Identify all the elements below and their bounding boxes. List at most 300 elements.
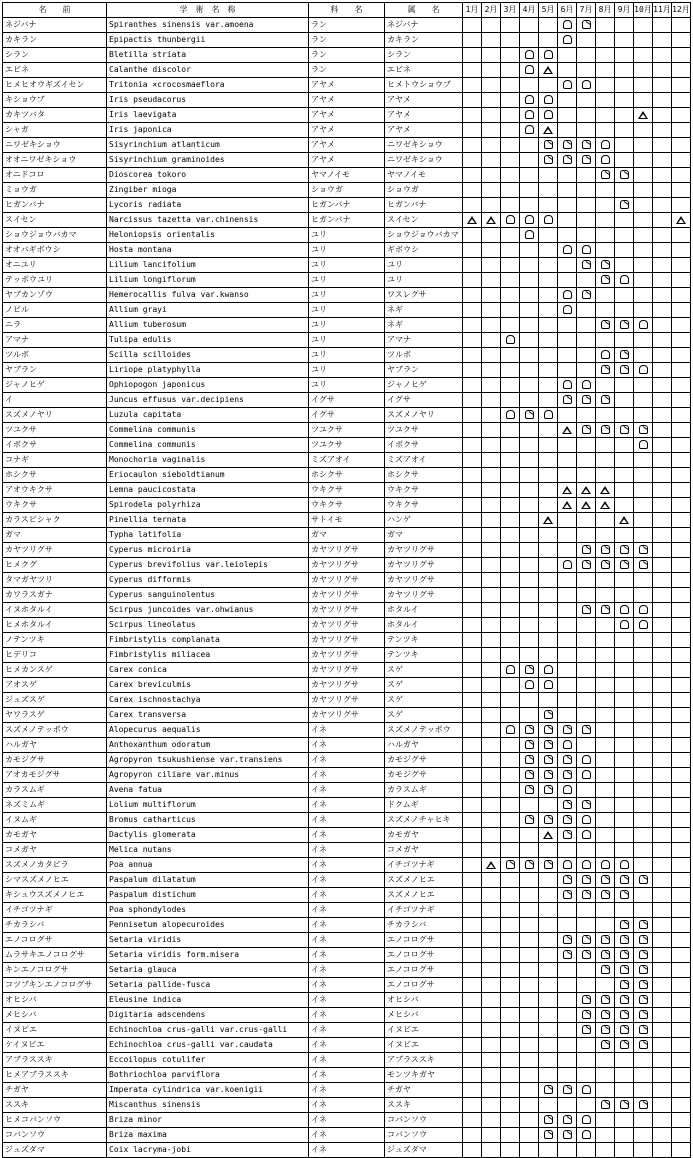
month-cell (634, 393, 653, 408)
month-cell (482, 333, 501, 348)
month-cell (501, 153, 520, 168)
month-cell (558, 633, 577, 648)
month-cell (653, 738, 672, 753)
month-cell (596, 993, 615, 1008)
table-row (3, 1113, 691, 1128)
double-circle-icon (563, 830, 572, 839)
table-row (3, 198, 691, 213)
genus-cell: テンツキ (385, 648, 463, 663)
month-cell (463, 873, 482, 888)
double-circle-icon (582, 425, 591, 434)
genus-cell: ワスレグサ (385, 288, 463, 303)
month-cell (501, 48, 520, 63)
scientific-name-cell: Lilium lancifolium (107, 258, 309, 273)
month-cell (615, 903, 634, 918)
month-cell (539, 828, 558, 843)
month-cell (463, 408, 482, 423)
month-cell (653, 63, 672, 78)
circle-icon (563, 290, 572, 299)
month-cell (558, 168, 577, 183)
month-cell (672, 993, 691, 1008)
month-cell (615, 513, 634, 528)
month-cell (577, 858, 596, 873)
month-cell (501, 288, 520, 303)
month-cell (615, 453, 634, 468)
family-cell: カヤツリグサ (309, 663, 385, 678)
month-cell (501, 303, 520, 318)
name-cell: ツユクサ (3, 423, 107, 438)
double-circle-icon (620, 1040, 629, 1049)
month-cell (539, 1143, 558, 1158)
month-cell (596, 438, 615, 453)
name-cell: アブラススキ (3, 1053, 107, 1068)
table-row (3, 1008, 691, 1023)
table-row (3, 858, 691, 873)
month-cell (615, 738, 634, 753)
month-cell (615, 888, 634, 903)
table-row (3, 1128, 691, 1143)
name-cell: カモジグサ (3, 753, 107, 768)
month-cell (577, 678, 596, 693)
month-cell (539, 948, 558, 963)
month-cell (577, 723, 596, 738)
name-cell: オオバギボウシ (3, 243, 107, 258)
family-cell: ミズアオイ (309, 453, 385, 468)
month-cell (577, 573, 596, 588)
month-cell (463, 33, 482, 48)
month-cell (501, 498, 520, 513)
month-cell (463, 528, 482, 543)
month-cell (672, 273, 691, 288)
month-cell (634, 543, 653, 558)
genus-cell: ガマ (385, 528, 463, 543)
month-cell (501, 603, 520, 618)
month-cell (558, 768, 577, 783)
month-cell (672, 978, 691, 993)
family-cell: イネ (309, 723, 385, 738)
month-cell (634, 183, 653, 198)
triangle-icon (543, 831, 553, 839)
circle-icon (582, 380, 591, 389)
month-cell (558, 663, 577, 678)
scientific-name-cell: Carex transversa (107, 708, 309, 723)
double-circle-icon (601, 875, 610, 884)
month-cell (596, 948, 615, 963)
double-circle-icon (639, 950, 648, 959)
month-cell (482, 393, 501, 408)
genus-cell: ショウジョウバカマ (385, 228, 463, 243)
month-cell (558, 1068, 577, 1083)
month-cell (596, 288, 615, 303)
month-cell (596, 48, 615, 63)
month-cell (558, 528, 577, 543)
month-cell (539, 408, 558, 423)
month-cell (501, 33, 520, 48)
month-cell (558, 213, 577, 228)
month-cell (634, 1068, 653, 1083)
family-cell: イネ (309, 783, 385, 798)
month-cell (596, 63, 615, 78)
month-cell (653, 1068, 672, 1083)
month-cell (539, 663, 558, 678)
table-row (3, 768, 691, 783)
table-row (3, 543, 691, 558)
table-row (3, 888, 691, 903)
genus-cell: ススキ (385, 1098, 463, 1113)
genus-cell: チガヤ (385, 1083, 463, 1098)
month-cell (539, 213, 558, 228)
double-circle-icon (563, 755, 572, 764)
month-cell (653, 963, 672, 978)
month-cell (539, 558, 558, 573)
month-cell (615, 543, 634, 558)
month-cell (615, 498, 634, 513)
month-cell (596, 738, 615, 753)
month-cell (463, 318, 482, 333)
month-cell (558, 393, 577, 408)
month-cell (482, 843, 501, 858)
month-cell (539, 918, 558, 933)
name-cell: アオウキクサ (3, 483, 107, 498)
month-cell (672, 78, 691, 93)
month-cell (463, 1038, 482, 1053)
circle-icon (563, 380, 572, 389)
month-cell (520, 918, 539, 933)
month-cell (577, 648, 596, 663)
genus-cell: ギボウシ (385, 243, 463, 258)
circle-icon (639, 620, 648, 629)
month-cell (539, 63, 558, 78)
month-cell (558, 738, 577, 753)
month-cell (558, 993, 577, 1008)
circle-icon (563, 560, 572, 569)
month-cell (634, 933, 653, 948)
genus-cell: メヒシバ (385, 1008, 463, 1023)
header-month: 11月 (653, 3, 672, 18)
scientific-name-cell: Narcissus tazetta var.chinensis (107, 213, 309, 228)
month-cell (520, 213, 539, 228)
month-cell (558, 558, 577, 573)
month-cell (672, 1008, 691, 1023)
triangle-icon (600, 486, 610, 494)
month-cell (615, 243, 634, 258)
month-cell (577, 978, 596, 993)
scientific-name-cell: Luzula capitata (107, 408, 309, 423)
genus-cell: ハンゲ (385, 513, 463, 528)
month-cell (634, 198, 653, 213)
circle-icon (544, 110, 553, 119)
month-cell (596, 498, 615, 513)
month-cell (634, 483, 653, 498)
month-cell (615, 213, 634, 228)
month-cell (615, 378, 634, 393)
triangle-icon (676, 216, 686, 224)
family-cell: イネ (309, 1038, 385, 1053)
month-cell (539, 588, 558, 603)
month-cell (482, 1053, 501, 1068)
month-cell (577, 633, 596, 648)
table-row (3, 258, 691, 273)
family-cell: カヤツリグサ (309, 633, 385, 648)
name-cell: ヒメホタルイ (3, 618, 107, 633)
double-circle-icon (620, 1025, 629, 1034)
genus-cell: イチゴツナギ (385, 903, 463, 918)
month-cell (634, 1098, 653, 1113)
month-cell (596, 843, 615, 858)
month-cell (634, 288, 653, 303)
month-cell (501, 828, 520, 843)
family-cell: ユリ (309, 363, 385, 378)
genus-cell: イヌビエ (385, 1023, 463, 1038)
month-cell (463, 1083, 482, 1098)
table-row (3, 738, 691, 753)
month-cell (501, 513, 520, 528)
month-cell (558, 723, 577, 738)
month-cell (520, 498, 539, 513)
month-cell (482, 1023, 501, 1038)
month-cell (596, 558, 615, 573)
month-cell (558, 648, 577, 663)
month-cell (596, 78, 615, 93)
month-cell (653, 1143, 672, 1158)
month-cell (596, 1038, 615, 1053)
month-cell (520, 978, 539, 993)
double-circle-icon (639, 1040, 648, 1049)
month-cell (634, 468, 653, 483)
double-circle-icon (620, 995, 629, 1004)
month-cell (463, 1098, 482, 1113)
month-cell (634, 1038, 653, 1053)
triangle-icon (600, 501, 610, 509)
month-cell (634, 48, 653, 63)
month-cell (501, 363, 520, 378)
month-cell (539, 723, 558, 738)
month-cell (672, 498, 691, 513)
month-cell (520, 993, 539, 1008)
genus-cell: コバンソウ (385, 1113, 463, 1128)
family-cell: アヤメ (309, 93, 385, 108)
month-cell (501, 663, 520, 678)
month-cell (596, 18, 615, 33)
month-cell (672, 348, 691, 363)
double-circle-icon (525, 770, 534, 779)
name-cell: ヒデリコ (3, 648, 107, 663)
month-cell (463, 1023, 482, 1038)
double-circle-icon (544, 1085, 553, 1094)
month-cell (634, 243, 653, 258)
double-circle-icon (620, 425, 629, 434)
month-cell (577, 708, 596, 723)
month-cell (539, 648, 558, 663)
family-cell: ユリ (309, 258, 385, 273)
month-cell (501, 1023, 520, 1038)
month-cell (482, 933, 501, 948)
table-row (3, 423, 691, 438)
month-cell (577, 558, 596, 573)
name-cell: イチゴツナギ (3, 903, 107, 918)
family-cell: アヤメ (309, 123, 385, 138)
month-cell (558, 678, 577, 693)
month-cell (634, 408, 653, 423)
scientific-name-cell: Melica nutans (107, 843, 309, 858)
family-cell: イネ (309, 768, 385, 783)
month-cell (520, 858, 539, 873)
month-cell (615, 918, 634, 933)
name-cell: テッポウユリ (3, 273, 107, 288)
month-cell (596, 93, 615, 108)
month-cell (501, 1008, 520, 1023)
month-cell (482, 438, 501, 453)
double-circle-icon (525, 410, 534, 419)
month-cell (463, 843, 482, 858)
scientific-name-cell: Paspalum dilatatum (107, 873, 309, 888)
month-cell (596, 258, 615, 273)
scientific-name-cell: Lemna paucicostata (107, 483, 309, 498)
month-cell (501, 963, 520, 978)
month-cell (577, 1008, 596, 1023)
scientific-name-cell: Iris pseudacorus (107, 93, 309, 108)
month-cell (634, 678, 653, 693)
month-cell (653, 1053, 672, 1068)
circle-icon (525, 50, 534, 59)
month-cell (463, 153, 482, 168)
month-cell (463, 543, 482, 558)
genus-cell: カヤツリグサ (385, 558, 463, 573)
table-row (3, 618, 691, 633)
month-cell (463, 48, 482, 63)
month-cell (672, 138, 691, 153)
month-cell (501, 108, 520, 123)
month-cell (596, 33, 615, 48)
month-cell (558, 708, 577, 723)
month-cell (539, 1068, 558, 1083)
circle-icon (582, 1085, 591, 1094)
month-cell (672, 1038, 691, 1053)
circle-icon (601, 155, 610, 164)
month-cell (634, 63, 653, 78)
month-cell (520, 753, 539, 768)
family-cell: イネ (309, 1098, 385, 1113)
name-cell: タマガヤツリ (3, 573, 107, 588)
month-cell (501, 618, 520, 633)
month-cell (482, 903, 501, 918)
month-cell (596, 1113, 615, 1128)
month-cell (558, 483, 577, 498)
month-cell (558, 453, 577, 468)
month-cell (653, 288, 672, 303)
month-cell (653, 768, 672, 783)
month-cell (577, 258, 596, 273)
month-cell (558, 138, 577, 153)
month-cell (539, 273, 558, 288)
month-cell (501, 978, 520, 993)
double-circle-icon (601, 965, 610, 974)
family-cell: ラン (309, 63, 385, 78)
genus-cell: スゲ (385, 693, 463, 708)
month-cell (634, 633, 653, 648)
month-cell (577, 63, 596, 78)
family-cell: イネ (309, 933, 385, 948)
name-cell: カキラン (3, 33, 107, 48)
month-cell (482, 78, 501, 93)
genus-cell: ヒガンバナ (385, 198, 463, 213)
month-cell (520, 483, 539, 498)
scientific-name-cell: Sisyrinchium atlanticum (107, 138, 309, 153)
month-cell (501, 123, 520, 138)
month-cell (634, 783, 653, 798)
month-cell (653, 123, 672, 138)
month-cell (577, 468, 596, 483)
month-cell (634, 303, 653, 318)
month-cell (520, 1038, 539, 1053)
family-cell: カヤツリグサ (309, 618, 385, 633)
month-cell (615, 603, 634, 618)
month-cell (482, 108, 501, 123)
circle-icon (620, 605, 629, 614)
month-cell (539, 363, 558, 378)
month-cell (463, 78, 482, 93)
month-cell (501, 648, 520, 663)
name-cell: コツブキンエノコログサ (3, 978, 107, 993)
month-cell (501, 453, 520, 468)
month-cell (539, 198, 558, 213)
double-circle-icon (506, 860, 515, 869)
scientific-name-cell: Tritonia ×crocosmaeflora (107, 78, 309, 93)
month-cell (653, 78, 672, 93)
month-cell (634, 153, 653, 168)
month-cell (482, 513, 501, 528)
month-cell (577, 393, 596, 408)
month-cell (634, 363, 653, 378)
month-cell (558, 948, 577, 963)
month-cell (653, 363, 672, 378)
month-cell (672, 768, 691, 783)
circle-icon (582, 860, 591, 869)
month-cell (634, 18, 653, 33)
month-cell (615, 258, 634, 273)
month-cell (501, 918, 520, 933)
table-row (3, 693, 691, 708)
month-cell (634, 963, 653, 978)
month-cell (615, 978, 634, 993)
header-genus: 属 名 (385, 3, 463, 18)
genus-cell: ショウガ (385, 183, 463, 198)
double-circle-icon (563, 875, 572, 884)
month-cell (653, 1083, 672, 1098)
header-family: 科 名 (309, 3, 385, 18)
month-cell (596, 918, 615, 933)
month-cell (539, 798, 558, 813)
month-cell (463, 558, 482, 573)
month-cell (482, 123, 501, 138)
name-cell: オニユリ (3, 258, 107, 273)
month-cell (501, 753, 520, 768)
name-cell: ケイヌビエ (3, 1038, 107, 1053)
month-cell (577, 933, 596, 948)
month-cell (463, 138, 482, 153)
table-row (3, 1143, 691, 1158)
double-circle-icon (601, 1100, 610, 1109)
month-cell (501, 693, 520, 708)
month-cell (558, 753, 577, 768)
triangle-icon (562, 501, 572, 509)
month-cell (482, 753, 501, 768)
double-circle-icon (620, 320, 629, 329)
month-cell (577, 663, 596, 678)
table-row (3, 708, 691, 723)
month-cell (558, 78, 577, 93)
month-cell (463, 828, 482, 843)
